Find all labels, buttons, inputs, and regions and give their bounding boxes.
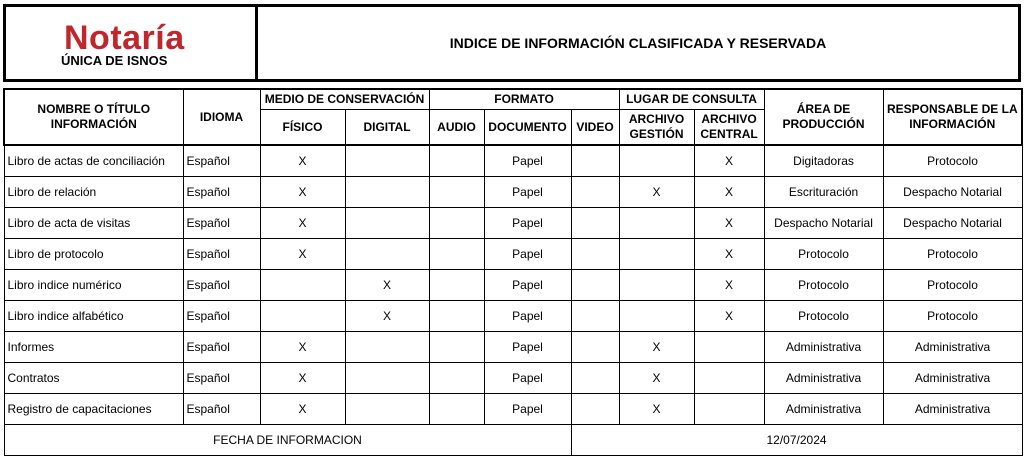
cell-video [571,145,619,177]
cell-name: Informes [4,332,183,363]
cell-area: Digitadoras [764,145,883,177]
table-row [4,301,1022,332]
notary-logo [6,7,258,79]
col-video-header: VIDEO [571,110,619,146]
col-archive-central-header: ARCHIVO CENTRAL [694,110,764,146]
footer-date: 12/07/2024 [571,425,1022,456]
cell-language: Español [183,270,260,301]
cell-archive-central: X [694,270,764,301]
cell-archive-central: X [694,145,764,177]
cell-area: Escrituración [764,177,883,208]
cell-language: Español [183,208,260,239]
cell-audio [429,177,484,208]
cell-document: Papel [484,208,571,239]
cell-document: Papel [484,301,571,332]
cell-physical: X [260,145,345,177]
col-name-header: NOMBRE O TÍTULO INFORMACIÓN [4,89,183,145]
footer-label: FECHA DE INFORMACION [4,425,571,456]
cell-name: Contratos [4,363,183,394]
cell-document: Papel [484,145,571,177]
cell-name: Libro indice alfabético [4,301,183,332]
cell-name: Libro de acta de visitas [4,208,183,239]
cell-digital: X [345,270,429,301]
cell-digital [345,332,429,363]
cell-name: Libro de relación [4,177,183,208]
cell-area: Protocolo [764,301,883,332]
cell-responsible: Protocolo [883,301,1022,332]
cell-archive-mgmt [619,301,694,332]
cell-physical [260,301,345,332]
cell-responsible: Administrativa [883,363,1022,394]
cell-responsible: Despacho Notarial [883,177,1022,208]
cell-name: Libro indice numérico [4,270,183,301]
col-physical-header: FÍSICO [260,110,345,146]
cell-document: Papel [484,394,571,425]
document-header [3,4,1021,82]
table-row [4,363,1022,394]
cell-responsible: Protocolo [883,270,1022,301]
cell-audio [429,394,484,425]
cell-archive-central [694,363,764,394]
cell-responsible: Administrativa [883,394,1022,425]
cell-archive-mgmt: X [619,177,694,208]
cell-area: Administrativa [764,394,883,425]
cell-physical: X [260,363,345,394]
cell-archive-mgmt: X [619,394,694,425]
table-row [4,270,1022,301]
cell-language: Español [183,332,260,363]
cell-video [571,177,619,208]
cell-document: Papel [484,239,571,270]
cell-audio [429,363,484,394]
table-row [4,332,1022,363]
logo-brand: Notaría [64,19,185,57]
table-row [4,177,1022,208]
col-medium-header: MEDIO DE CONSERVACIÓN [260,89,429,110]
cell-language: Español [183,177,260,208]
cell-archive-central: X [694,239,764,270]
cell-language: Español [183,301,260,332]
col-archive-mgmt-header: ARCHIVO GESTIÓN [619,110,694,146]
cell-digital [345,177,429,208]
cell-video [571,363,619,394]
cell-archive-mgmt [619,239,694,270]
col-responsible-header: RESPONSABLE DE LA INFORMACIÓN [883,89,1022,145]
cell-responsible: Protocolo [883,145,1022,177]
cell-area: Administrativa [764,332,883,363]
cell-physical: X [260,239,345,270]
cell-responsible: Administrativa [883,332,1022,363]
col-format-header: FORMATO [429,89,619,110]
cell-area: Administrativa [764,363,883,394]
cell-language: Español [183,394,260,425]
cell-video [571,270,619,301]
cell-archive-mgmt: X [619,363,694,394]
cell-archive-central: X [694,301,764,332]
table-row [4,239,1022,270]
cell-audio [429,145,484,177]
cell-physical: X [260,177,345,208]
col-digital-header: DIGITAL [345,110,429,146]
cell-audio [429,208,484,239]
cell-area: Despacho Notarial [764,208,883,239]
cell-name: Libro de actas de conciliación [4,145,183,177]
cell-archive-central: X [694,208,764,239]
cell-physical [260,270,345,301]
cell-archive-central [694,394,764,425]
cell-document: Papel [484,177,571,208]
cell-audio [429,239,484,270]
cell-archive-mgmt: X [619,332,694,363]
table-row [4,145,1022,177]
cell-physical: X [260,208,345,239]
cell-audio [429,332,484,363]
cell-audio [429,301,484,332]
cell-archive-central [694,332,764,363]
cell-responsible: Despacho Notarial [883,208,1022,239]
logo-subtitle: ÚNICA DE ISNOS [61,53,168,68]
cell-video [571,332,619,363]
cell-digital [345,239,429,270]
table-row [4,208,1022,239]
cell-language: Español [183,363,260,394]
cell-area: Protocolo [764,239,883,270]
cell-name: Registro de capacitaciones [4,394,183,425]
cell-physical: X [260,332,345,363]
cell-archive-mgmt [619,208,694,239]
cell-area: Protocolo [764,270,883,301]
classified-info-table [3,88,1023,456]
col-location-header: LUGAR DE CONSULTA [619,89,764,110]
cell-video [571,394,619,425]
table-row [4,394,1022,425]
cell-document: Papel [484,363,571,394]
cell-physical: X [260,394,345,425]
cell-digital [345,394,429,425]
col-area-header: ÁREA DE PRODUCCIÓN [764,89,883,145]
cell-document: Papel [484,270,571,301]
col-document-header: DOCUMENTO [484,110,571,146]
cell-language: Español [183,239,260,270]
cell-digital [345,145,429,177]
col-language-header: IDIOMA [183,89,260,145]
cell-video [571,239,619,270]
cell-language: Español [183,145,260,177]
table-header [4,89,1022,145]
cell-archive-central: X [694,177,764,208]
col-audio-header: AUDIO [429,110,484,146]
cell-audio [429,270,484,301]
cell-archive-mgmt [619,145,694,177]
footer-row [4,425,1022,456]
cell-digital [345,208,429,239]
cell-digital [345,363,429,394]
document-title: INDICE DE INFORMACIÓN CLASIFICADA Y RESERVADA [449,35,827,51]
cell-document: Papel [484,332,571,363]
table-body [4,145,1022,425]
cell-video [571,301,619,332]
cell-digital: X [345,301,429,332]
document-frame [3,4,1021,456]
cell-video [571,208,619,239]
cell-name: Libro de protocolo [4,239,183,270]
cell-responsible: Protocolo [883,239,1022,270]
cell-archive-mgmt [619,270,694,301]
